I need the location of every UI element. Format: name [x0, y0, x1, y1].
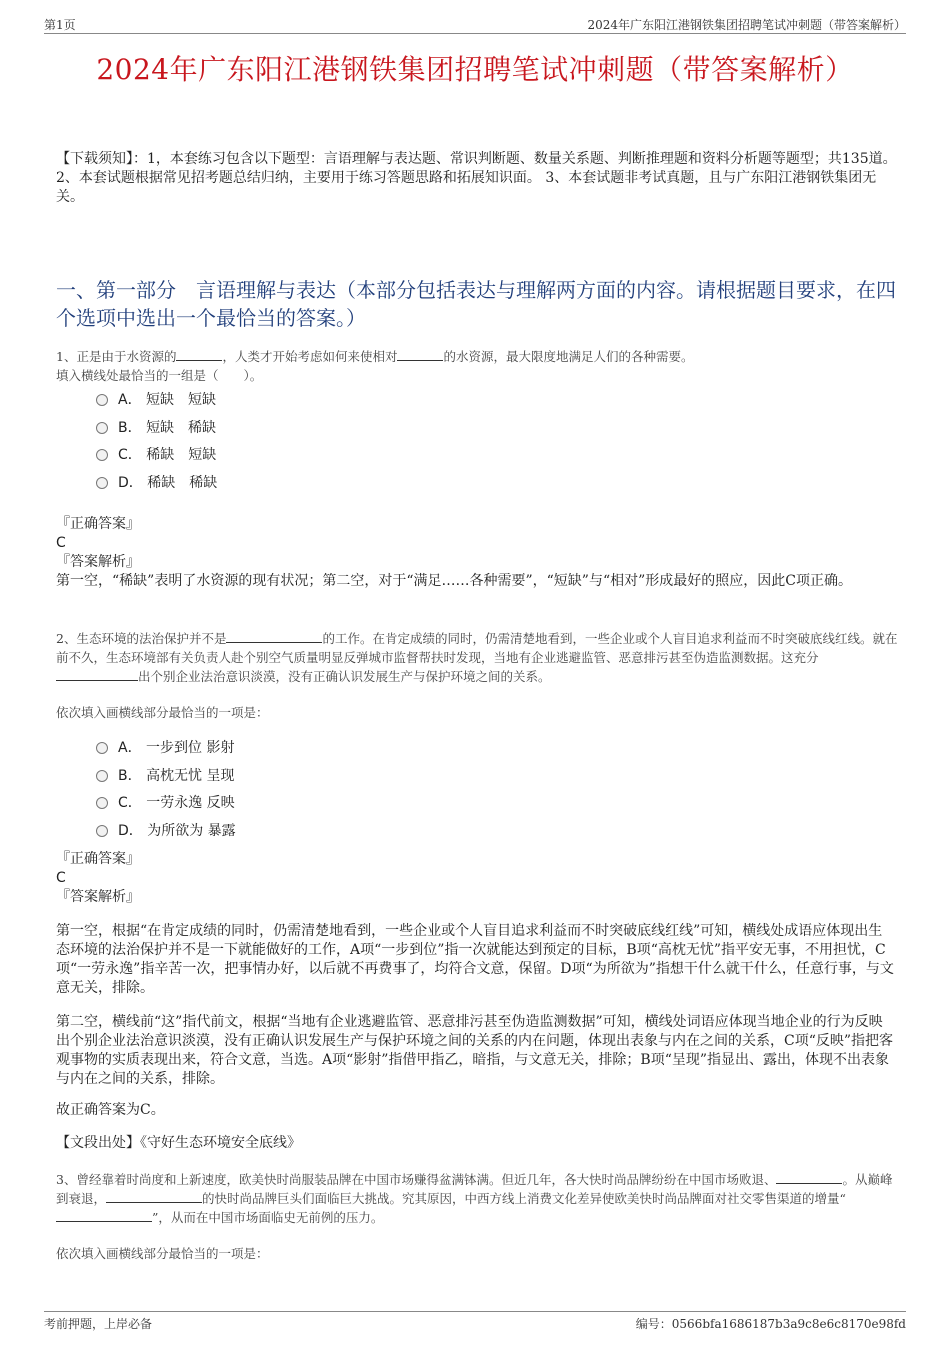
download-notice: 【下载须知】：1，本套练习包含以下题型：言语理解与表达题、常识判断题、数量关系题、判断推理题和资料分析题等题型；共135道。 2、本套试题根据常见招考题总结归纳，主要用于练习答题思路和拓展知识面。 3、本套试题非考试真题，且与广东阳江港钢铁集团无关。 — [56, 151, 897, 205]
radio-icon[interactable] — [96, 825, 108, 837]
analysis-text: 第一空，“稀缺”表明了水资源的现有状况；第二空，对于“满足……各种需要”，“短缺”与“相对”形成最好的照应，因此C项正确。 — [56, 573, 852, 589]
answer-blank — [106, 1190, 202, 1203]
document-title: 2024年广东阳江港钢铁集团招聘笔试冲刺题（带答案解析） — [96, 53, 854, 86]
question-2-answer — [56, 850, 898, 907]
radio-icon[interactable] — [96, 422, 108, 434]
radio-icon[interactable] — [96, 797, 108, 809]
answer-blank — [397, 348, 443, 361]
radio-icon[interactable] — [96, 477, 108, 489]
answer-blank — [776, 1171, 842, 1184]
document-id: 编号：0566bfa1686187b3a9c8e6c8170e98fd — [635, 1317, 906, 1331]
radio-icon[interactable] — [96, 394, 108, 406]
answer-label: 『正确答案』 — [56, 516, 140, 532]
page-header — [44, 14, 906, 34]
text-source: 【文段出处】《守好生态环境安全底线》 — [56, 1135, 301, 1151]
answer-blank — [56, 1209, 152, 1222]
page-footer — [44, 1311, 906, 1331]
question-1-answer — [56, 515, 898, 591]
radio-icon[interactable] — [96, 742, 108, 754]
question-3-instruction: 依次填入画横线部分最恰当的一项是： — [56, 1246, 269, 1261]
answer-value: C — [56, 535, 66, 551]
answer-blank — [226, 630, 322, 643]
radio-icon[interactable] — [96, 449, 108, 461]
footer-slogan: 考前押题，上岸必备 — [44, 1317, 153, 1331]
header-doc-title: 2024年广东阳江港钢铁集团招聘笔试冲刺题（带答案解析） — [587, 18, 906, 32]
section-title: 一、第一部分 言语理解与表达（本部分包括表达与理解两方面的内容。请根据题目要求，在四个选项中选出一个最恰当的答案。） — [56, 278, 896, 330]
answer-blank — [176, 348, 222, 361]
question-3-stem: 3、曾经靠着时尚度和上新速度，欧美快时尚服装品牌在中国市场赚得盆满钵满。但近几年，各大快时尚品牌纷纷在中国市场败退、 。从巅峰到衰退， 的快时尚品牌巨头们面临巨大挑战。究其原因，中西方线上消费文化差异使欧美快时尚品牌面对社交零售渠道的增量“”，从而在中国市场面临史无前例的压力。 — [56, 1172, 893, 1225]
analysis-paragraph-2: 第二空，横线前“这”指代前文，根据“当地有企业逃避监管、恶意排污甚至伪造监测数据”可知，横线处词语应体现当地企业的行为反映出个别企业法治意识淡漠，没有正确认识发展生产与保护环境之间的关系的内在问题，体现出表象与内在之间的关系，C项“反映”指把客观事物的实质表现出来，符合文意，当选。A项“影射”指借甲指乙，暗指，与文意无关，排除；B项“呈现”指显出、露出，体现不出表象与内在之间的关系，排除。 — [56, 1014, 894, 1087]
answer-label: 『正确答案』 — [56, 851, 140, 867]
answer-value: C — [56, 870, 66, 886]
page-number: 第1页 — [44, 18, 76, 32]
analysis-paragraph-1: 第一空，根据“在肯定成绩的同时，仍需清楚地看到，一些企业或个人盲目追求利益而不时突破底线红线”可知，横线处成语应体现出生态环境的法治保护并不是一下就能做好的工作，A项“一步到位”指一次就能达到预定的目标，B项“高枕无忧”指平安无事，不用担忧，C项“一劳永逸”指辛苦一次，把事情办好，以后就不再费事了，均符合文意，保留。D项“为所欲为”指想干什么就干什么，任意行事，与文意无关，排除。 — [56, 923, 894, 996]
analysis-label: 『答案解析』 — [56, 554, 140, 570]
question-2-instruction: 依次填入画横线部分最恰当的一项是： — [56, 705, 269, 720]
question-2-stem: 2、生态环境的法治保护并不是 的工作。在肯定成绩的同时，仍需清楚地看到，一些企业或个人盲目追求利益而不时突破底线红线。就在前不久，生态环境部有关负责人赴个别空气质量明显反弹城市监督帮扶时发现，当地有企业逃避监管、恶意排污甚至伪造监测数据。这充分出个别企业法治意识淡漠，没有正确认识发展生产与保护环境之间的关系。 — [56, 631, 898, 684]
answer-blank — [56, 668, 138, 681]
radio-icon[interactable] — [96, 770, 108, 782]
analysis-label: 『答案解析』 — [56, 889, 140, 905]
analysis-conclusion: 故正确答案为C。 — [56, 1102, 165, 1118]
question-1-stem: 1、正是由于水资源的 ，人类才开始考虑如何来使相对 的水资源，最大限度地满足人们的各种需要。 填入横线处最恰当的一组是（ ）。 — [56, 349, 694, 383]
